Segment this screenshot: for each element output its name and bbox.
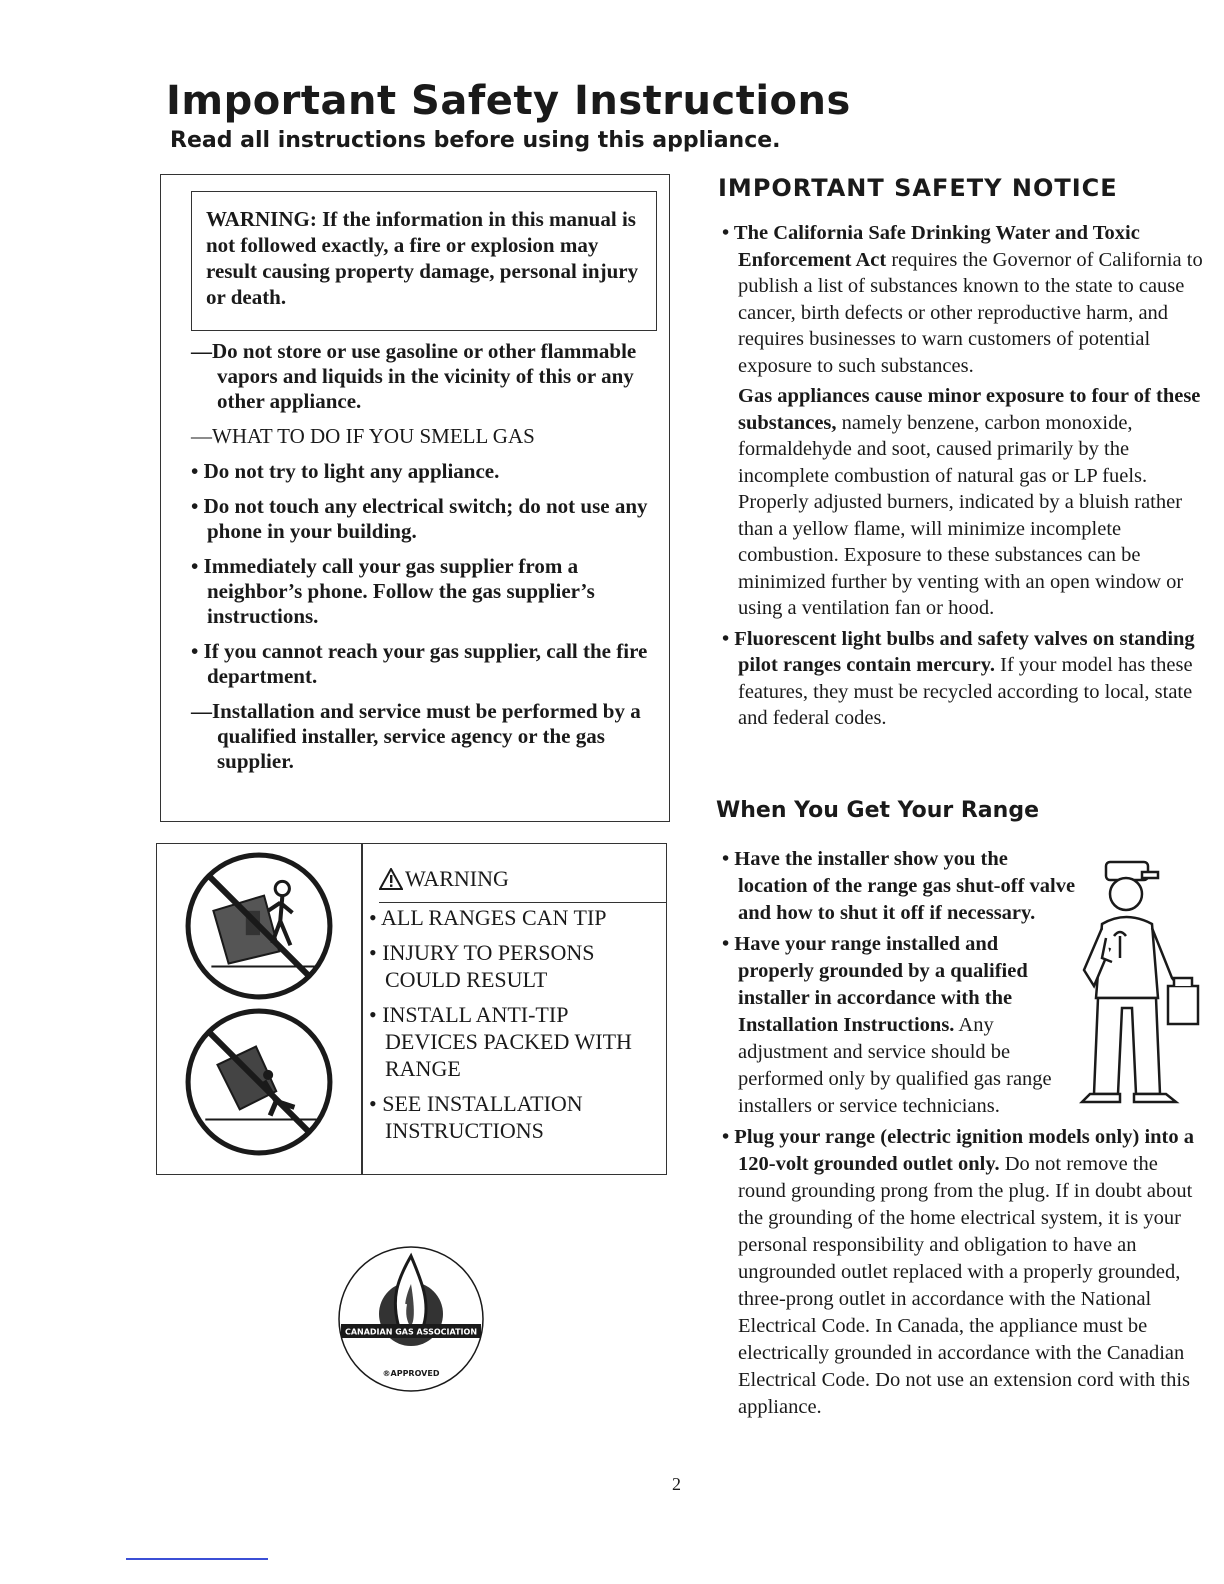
grounding-install-bold: • Have your range installed and properly grounded by a qualified installer in accordance with the Installation Instructions.: [722, 933, 1028, 1036]
tip-item-install-devices: • INSTALL ANTI-TIP DEVICES PACKED WITH RANGE: [369, 1002, 632, 1081]
safety-notice-body: [722, 220, 1208, 736]
page-number: 2: [672, 1474, 681, 1494]
gas-exposure-text: namely benzene, carbon monoxide, formaldehyde and soot, caused primarily by the incomplete combustion of natural gas or LP fuels. Properly adjusted burners, indicated by a bluish rather than a yellow flame, will minimize incomplete combustion. Exposure to these substances can be minimized further by venting with an open window or using a ventilation fan or hood.: [738, 411, 1184, 619]
cga-approved-text: ®APPROVED: [382, 1369, 440, 1378]
mercury-text: If your model has these features, they must be recycled according to local, state and federal codes.: [738, 654, 1193, 729]
grounding-install-paragraph: [722, 931, 1078, 1120]
gas-bullet-no-light: • Do not try to light any appliance.: [191, 459, 500, 483]
outlet-paragraph: [722, 1124, 1208, 1421]
range-tipping-prohibited-icon: [183, 850, 335, 1002]
shutoff-valve-paragraph: [722, 846, 1078, 927]
tip-warning-list: [369, 904, 659, 1152]
tip-item-injury: • INJURY TO PERSONS COULD RESULT: [369, 940, 595, 992]
gas-instructions: [191, 339, 661, 784]
prop65-bold: • The California Safe Drinking Water and Toxic Enforcement Act: [722, 222, 1140, 271]
outlet-text: Do not remove the round grounding prong from the plug. If in doubt about the grounding of the home electrical system, it is your personal responsibility and obligation to have an ungrounded outlet replaced with a properly grounded, three-prong outlet in accordance with the National Electrical Code. In Canada, the appliance must be electrically grounded in accordance with the Canadian Electrical Code. Do not use an extension cord with this appliance.: [738, 1153, 1193, 1418]
gas-exposure-paragraph: [722, 383, 1208, 622]
mercury-bold: • Fluorescent light bulbs and safety valves on standing pilot ranges contain mercury.: [722, 627, 1195, 676]
gas-bullet-call-supplier: • Immediately call your gas supplier from a neighbor’s phone. Follow the gas supplier’s instructions.: [191, 554, 595, 628]
smell-gas-heading: —WHAT TO DO IF YOU SMELL GAS: [191, 424, 535, 448]
range-falling-prohibited-icon: [183, 1006, 335, 1158]
cga-band-text: CANADIAN GAS ASSOCIATION: [344, 1327, 478, 1337]
safety-notice-heading: IMPORTANT SAFETY NOTICE: [718, 174, 1118, 202]
installer-illustration: [1076, 858, 1202, 1108]
shutoff-valve-bold: • Have the installer show you the location of the range gas shut-off valve and how to shut it off if necessary.: [722, 848, 1076, 924]
tip-warning-label: WARNING: [405, 866, 509, 891]
warning-triangle-icon: [379, 868, 403, 890]
fire-explosion-warning: WARNING: If the information in this manual is not followed exactly, a fire or explosion may result causing property damage, personal injury or death.: [191, 191, 657, 331]
tip-item-can-tip: • ALL RANGES CAN TIP: [369, 905, 607, 930]
prop65-paragraph: [722, 220, 1208, 379]
anti-tip-warning-box: [156, 843, 667, 1175]
mercury-paragraph: [722, 626, 1208, 732]
prop65-text: requires the Governor of California to publish a list of substances known to the state to cause cancer, birth defects or other reproductive harm, and requires businesses to warn customers of potential exposure to such substances.: [738, 248, 1203, 377]
range-section-heading: When You Get Your Range: [716, 798, 1039, 823]
gas-warning-box: [160, 174, 670, 822]
tip-warning-heading: [379, 866, 667, 903]
tip-box-divider: [361, 844, 363, 1174]
gas-exposure-bold: Gas appliances cause minor exposure to four of these substances,: [738, 385, 1201, 434]
page-title: Important Safety Instructions: [166, 78, 851, 124]
gas-bullet-fire-dept: • If you cannot reach your gas supplier, call the fire department.: [191, 639, 648, 688]
qualified-installer-instruction: —Installation and service must be performed by a qualified installer, service agency or the gas supplier.: [191, 699, 641, 773]
gas-bullet-no-switch: • Do not touch any electrical switch; do not use any phone in your building.: [191, 494, 648, 543]
no-gasoline-instruction: —Do not store or use gasoline or other flammable vapors and liquids in the vicinity of this or any other appliance.: [191, 339, 637, 413]
footer-rule: [126, 1558, 268, 1560]
page-subtitle: Read all instructions before using this appliance.: [170, 128, 781, 153]
outlet-bold: • Plug your range (electric ignition models only) into a 120-volt grounded outlet only.: [722, 1126, 1195, 1175]
tip-item-see-instructions: • SEE INSTALLATION INSTRUCTIONS: [369, 1091, 583, 1143]
grounding-install-text: Any adjustment and service should be performed only by qualified gas range installers or service technicians.: [738, 1014, 1052, 1117]
cga-approved-seal: [336, 1244, 486, 1394]
